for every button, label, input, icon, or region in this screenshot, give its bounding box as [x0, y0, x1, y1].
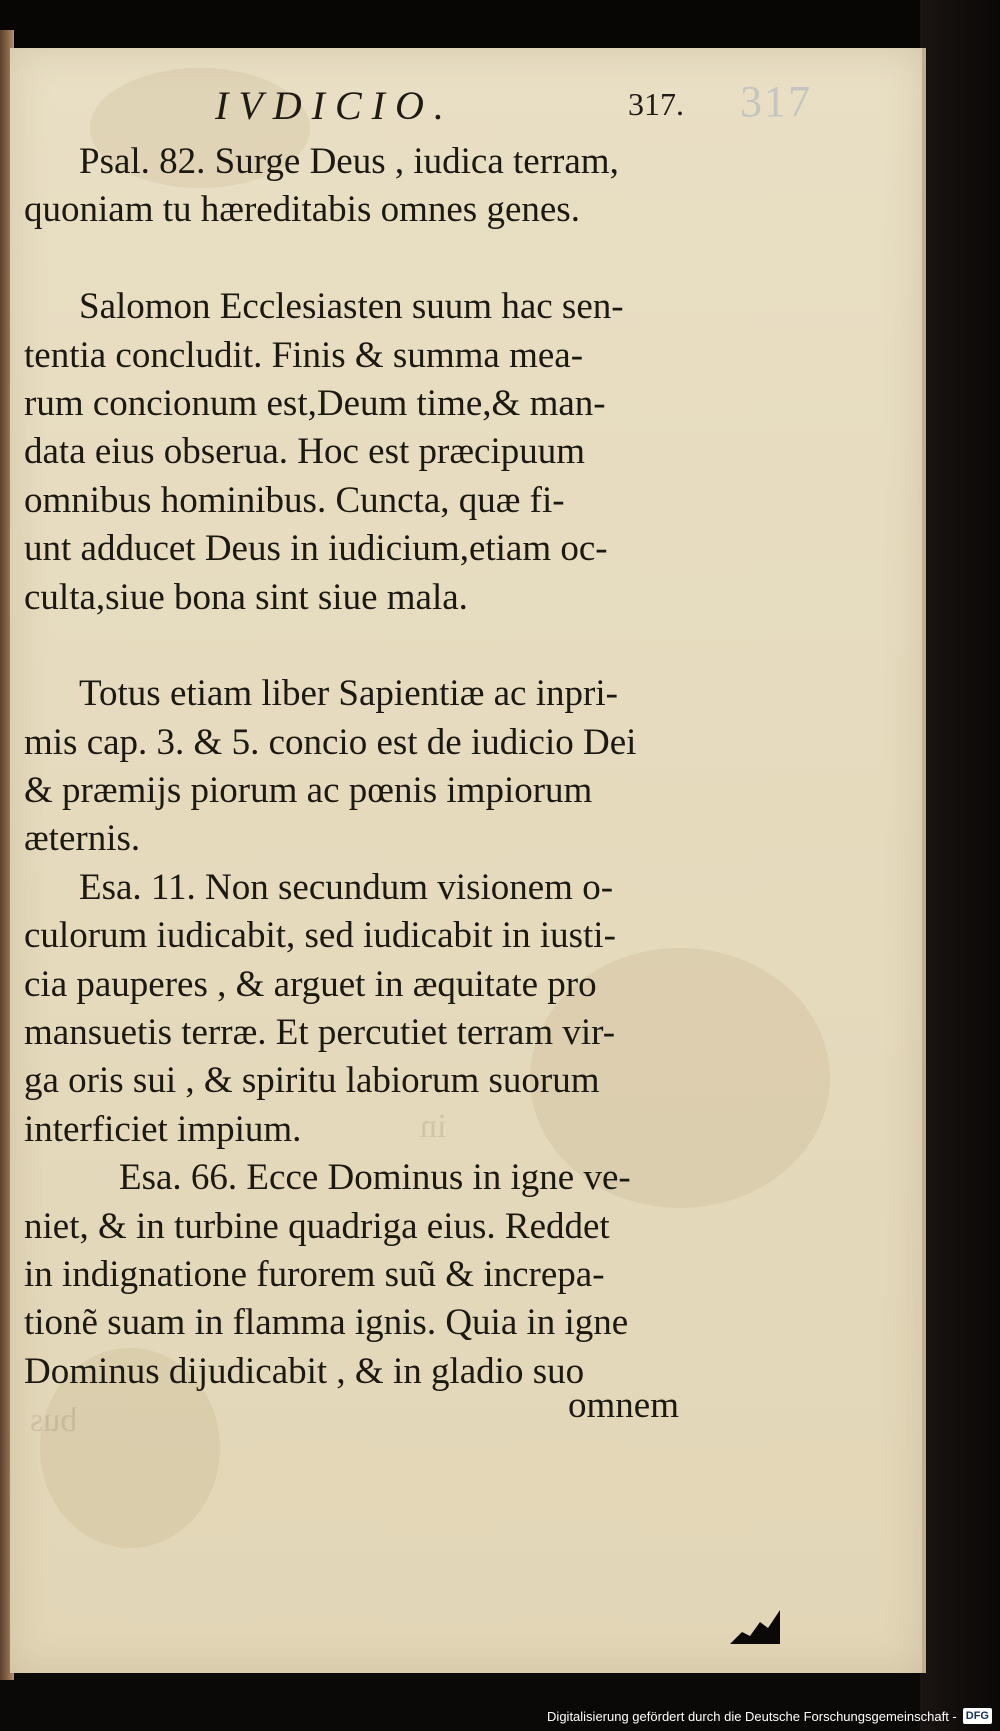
- text-line: Salomon Ecclesiasten suum hac sen-: [79, 286, 624, 328]
- credit-text: Digitalisierung gefördert durch die Deutsche Forschungsgemeinschaft -: [547, 1708, 957, 1724]
- text-line: rum concionum est,Deum time,& man-: [24, 382, 606, 424]
- page-number: 317.: [628, 86, 684, 122]
- text-line: Esa. 11. Non secundum visionem o-: [79, 866, 614, 908]
- digitization-credit: [547, 1705, 992, 1727]
- text-line: mansuetis terræ. Et percutiet terram vir-: [24, 1012, 616, 1054]
- text-line: omnibus hominibus. Cuncta, quæ fi-: [24, 479, 565, 521]
- text-line: æternis.: [24, 818, 141, 860]
- show-through-text: bus: [30, 1402, 78, 1439]
- text-line: culorum iudicabit, sed iudicabit in iusti-: [24, 915, 616, 957]
- text-line: unt adducet Deus in iudicium,etiam oc-: [24, 528, 608, 570]
- text-line: data eius obserua. Hoc est præcipuum: [24, 431, 586, 473]
- text-line: & præmijs piorum ac pœnis impiorum: [24, 770, 593, 812]
- scan-right-border: [920, 0, 1000, 1731]
- catchword: omnem: [568, 1385, 679, 1426]
- text-line: Esa. 66. Ecce Dominus in igne ve-: [119, 1157, 631, 1199]
- body-text: [24, 138, 704, 1396]
- text-line: Psal. 82. Surge Deus , iudica terram,: [79, 141, 619, 182]
- scan-top-border: [0, 0, 1000, 48]
- text-line: quoniam tu hæreditabis omnes genes.: [24, 189, 580, 231]
- text-line: cia pauperes , & arguet in æquitate pro: [24, 963, 597, 1005]
- text-line: interficiet impium.: [24, 1108, 302, 1150]
- text-line: Totus etiam liber Sapientiæ ac inpri-: [79, 673, 618, 715]
- text-line: mis cap. 3. & 5. concio est de iudicio Dei: [24, 721, 637, 763]
- text-line: culta,siue bona sint siue mala.: [24, 576, 468, 618]
- page-tear-mark: [730, 1610, 780, 1644]
- text-line: in indignatione furorem suũ & increpa-: [24, 1253, 605, 1295]
- text-line: Dominus dijudicabit , & in gladio suo: [24, 1350, 585, 1392]
- dfg-logo: DFG: [963, 1708, 992, 1724]
- show-through-text: in: [420, 1108, 447, 1145]
- stamped-page-number: 317: [740, 77, 812, 126]
- text-line: tionẽ suam in flamma ignis. Quia in igne: [24, 1302, 629, 1344]
- text-line: tentia concludit. Finis & summa mea-: [24, 334, 584, 376]
- text-line: niet, & in turbine quadriga eius. Reddet: [24, 1205, 610, 1247]
- text-line: ga oris sui , & spiritu labiorum suorum: [24, 1060, 600, 1102]
- running-head: IVDICIO.: [215, 83, 454, 128]
